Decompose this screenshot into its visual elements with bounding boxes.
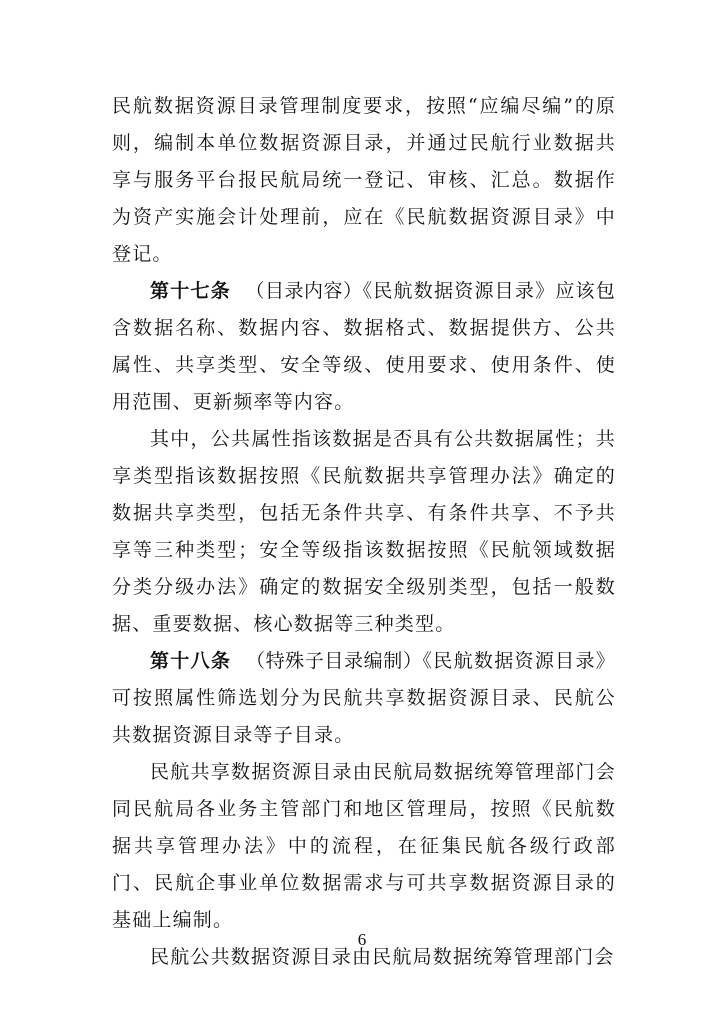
article-18-caption: （特殊子目录编制） xyxy=(245,650,423,672)
paragraph-continuation xyxy=(112,88,616,273)
paragraph-text: 其中，公共属性指该数据是否具有公共数据属性；共享类型指该数据按照《民航数据共享管理办法》确定的数据共享类型，包括无条件共享、有条件共享、不予共享等三种类型；安全等级指该数据按照《民航领域数据分类分级办法》确定的数据安全级别类型，包括一般数据、重要数据、核心数据等三种类型。 xyxy=(112,428,616,635)
shared-catalog-paragraph xyxy=(112,754,616,939)
article-17-detail-paragraph xyxy=(112,421,616,643)
article-18-heading: 第十八条 xyxy=(150,650,232,672)
article-18-paragraph xyxy=(112,643,616,754)
article-17-text: 《民航数据资源目录》应该包含数据名称、数据内容、数据格式、数据提供方、公共属性、共享类型、安全等级、使用要求、使用条件、使用范围、更新频率等内容。 xyxy=(112,280,616,413)
article-17-caption: （目录内容） xyxy=(245,280,363,302)
paragraph-text: 民航数据资源目录管理制度要求，按照“应编尽编”的原则，编制本单位数据资源目录，并通过民航行业数据共享与服务平台报民航局统一登记、审核、汇总。数据作为资产实施会计处理前，应在《民航数据资源目录》中登记。 xyxy=(112,95,616,265)
article-17-paragraph xyxy=(112,273,616,421)
article-18-text: 《民航数据资源目录》可按照属性筛选划分为民航共享数据资源目录、民航公共数据资源目录等子目录。 xyxy=(112,650,616,746)
article-17-heading: 第十七条 xyxy=(150,280,231,302)
paragraph-text: 民航共享数据资源目录由民航局数据统筹管理部门会同民航局各业务主管部门和地区管理局，按照《民航数据共享管理办法》中的流程，在征集民航各级行政部门、民航企事业单位数据需求与可共享数据资源目录的基础上编制。 xyxy=(112,761,616,931)
paragraph-text: 民航公共数据资源目录由民航局数据统筹管理部门会 xyxy=(150,946,615,968)
page-number: 6 xyxy=(357,930,367,949)
body-text xyxy=(112,88,616,976)
